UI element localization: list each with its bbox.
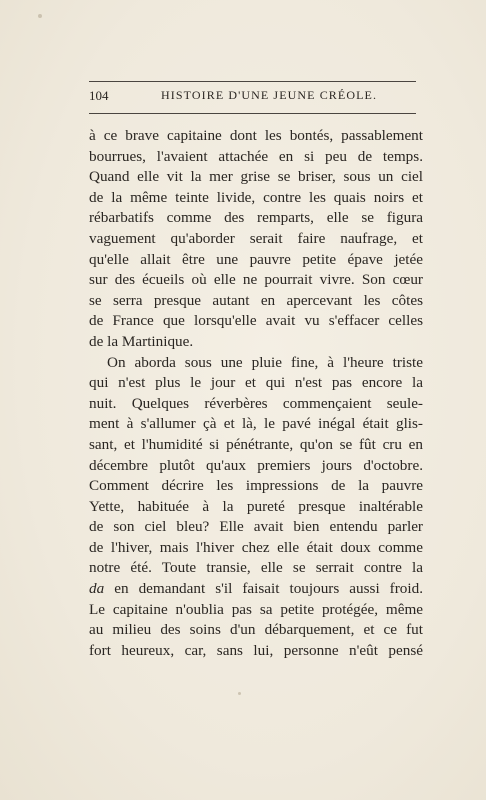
text-line: fort heureux, car, sans lui, personne n'eût pensé	[89, 641, 423, 659]
text-line: nuit. Quelques réverbères commençaient seule-	[89, 394, 423, 412]
text-line: de l'hiver, mais l'hiver chez elle était doux comme	[89, 538, 423, 556]
text-line: vaguement qu'aborder serait faire naufrage, et	[89, 229, 423, 247]
paper-speck	[238, 692, 241, 695]
text-line: On aborda sous une pluie fine, à l'heure triste	[107, 353, 423, 371]
text-line: sur des écueils où elle ne pourrait vivre. Son cœur	[89, 271, 423, 289]
text-line: Quand elle vit la mer grise se briser, sous un ciel	[89, 168, 423, 186]
running-head: HISTOIRE D'UNE JEUNE CRÉOLE.	[161, 88, 378, 102]
page-number: 104	[89, 88, 109, 103]
text-line: de la Martinique.	[89, 332, 194, 350]
text-line: Le capitaine n'oublia pas sa petite protégée, même	[89, 600, 423, 618]
text-line: Yette, habituée à la pureté presque inaltérable	[89, 497, 423, 515]
text-line: décembre plutôt qu'aux premiers jours d'octobre.	[89, 456, 423, 474]
text-line: bourrues, l'avaient attachée en si peu de temps.	[89, 147, 423, 165]
text-line: au milieu des soins d'un débarquement, et ce fut	[89, 621, 423, 639]
text-line	[89, 579, 423, 600]
page-header	[89, 88, 416, 106]
text-line: qui n'est plus le jour et qui n'est pas encore la	[89, 374, 423, 392]
text-line: rébarbatifs comme des remparts, elle se figura	[89, 209, 423, 227]
header-rule-bottom	[89, 113, 416, 114]
text-line: à ce brave capitaine dont les bontés, passablement	[89, 127, 423, 144]
header-rule-top	[89, 81, 416, 82]
text-line: de France que lorsqu'elle avait vu s'effacer celles	[89, 312, 423, 330]
text-line: de son ciel bleu? Elle avait bien entendu parler	[89, 518, 423, 536]
text-line: se serra presque autant en apercevant les côtes	[89, 291, 423, 309]
text-line: ment à s'allumer çà et là, le pavé inégal était glis-	[89, 415, 423, 433]
text-line: sant, et l'humidité si pénétrante, qu'on se fût cru en	[89, 435, 423, 453]
text-line: notre été. Toute transie, elle se serrait contre la	[89, 559, 423, 577]
body-text	[89, 126, 423, 661]
italic-word: da	[89, 580, 105, 598]
text-line: Comment décrire les impressions de la pauvre	[89, 477, 423, 495]
text-line-rest: en demandant s'il faisait toujours aussi froid.	[114, 580, 424, 598]
text-line: de la même teinte livide, contre les quais noirs et	[89, 188, 423, 206]
paper-speck	[38, 14, 42, 18]
text-line: qu'elle allait être une pauvre petite épave jetée	[89, 250, 423, 268]
